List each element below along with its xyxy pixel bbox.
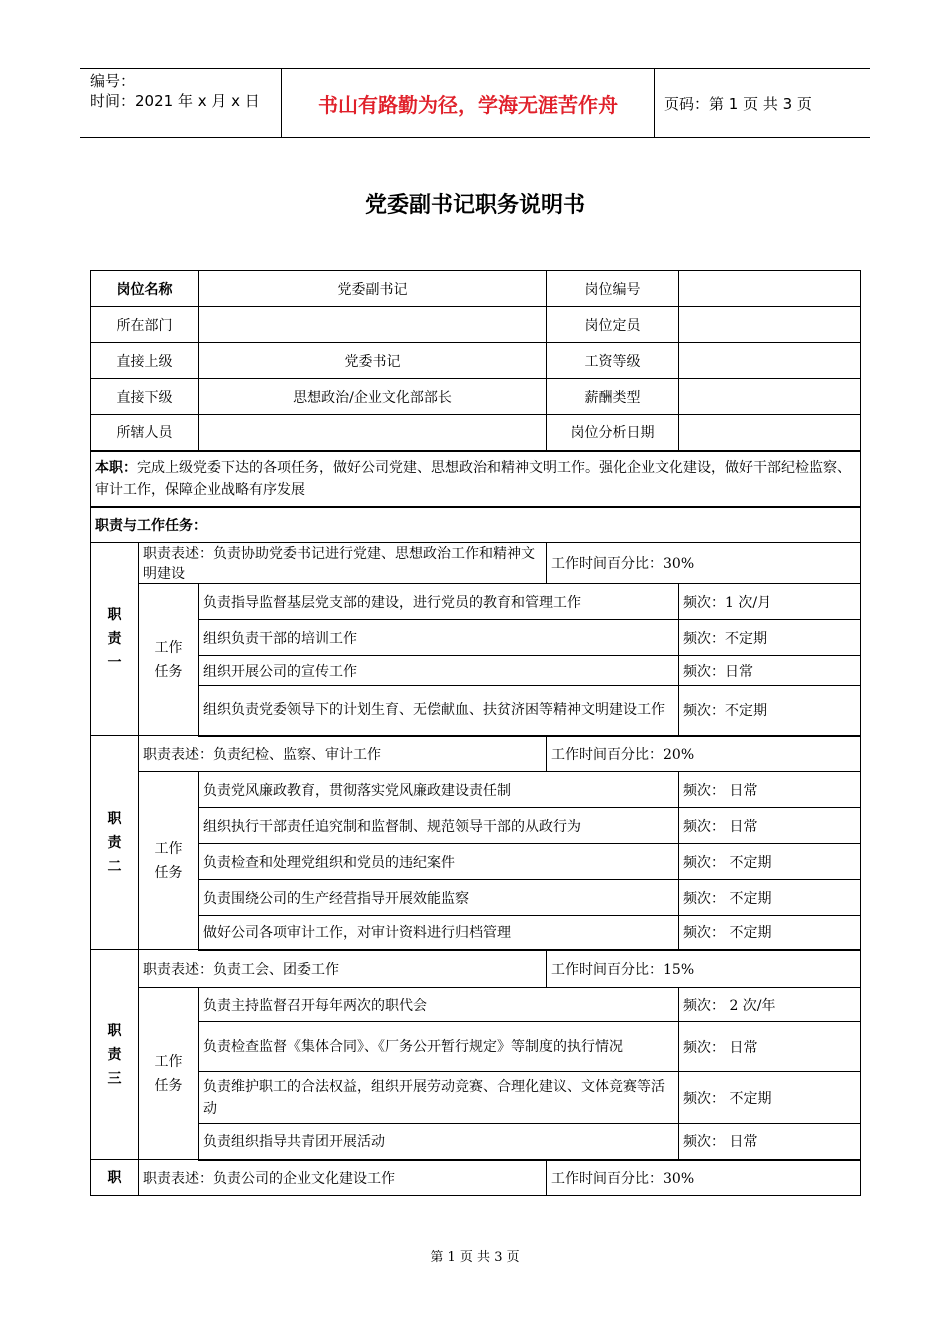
job-description-table	[90, 270, 861, 1196]
superior-label: 直接上级	[91, 343, 199, 379]
task-label: 工作 任务	[139, 584, 199, 736]
task-text: 组织执行干部责任追究制和监督制、规范领导干部的从政行为	[199, 808, 679, 844]
subordinate-label: 直接下级	[91, 379, 199, 415]
post-no-value	[679, 271, 861, 307]
duty-label-1: 职 责 一	[91, 543, 139, 736]
doc-number-label: 编号：	[90, 72, 136, 90]
task-freq: 频次： 不定期	[679, 880, 861, 916]
duties-heading: 职责与工作任务：	[91, 507, 861, 543]
task-text: 负责党风廉政教育，贯彻落实党风廉政建设责任制	[199, 772, 679, 808]
header-motto: 书山有路勤为径，学海无涯苦作舟	[282, 69, 655, 137]
duty-desc: 职责表述：负责工会、团委工作	[139, 950, 547, 988]
task-freq: 频次：不定期	[679, 620, 861, 656]
analysis-date-value	[679, 415, 861, 451]
duty-desc: 职责表述：负责协助党委书记进行党建、思想政治工作和精神文明建设	[139, 543, 547, 584]
analysis-date-label: 岗位分析日期	[547, 415, 679, 451]
post-name-label: 岗位名称	[91, 271, 199, 307]
dept-label: 所在部门	[91, 307, 199, 343]
task-text: 做好公司各项审计工作，对审计资料进行归档管理	[199, 916, 679, 950]
duty-percent: 工作时间百分比：30%	[547, 1160, 861, 1196]
task-freq: 频次： 日常	[679, 808, 861, 844]
job-summary	[91, 451, 861, 507]
task-freq: 频次： 2 次/年	[679, 988, 861, 1022]
duty-desc: 职责表述：负责公司的企业文化建设工作	[139, 1160, 547, 1196]
duty-label-2: 职 责 二	[91, 736, 139, 950]
duty-label-4: 职	[91, 1160, 139, 1196]
doc-time-label: 时间：2021 年 x 月 x 日	[90, 92, 260, 110]
task-freq: 频次： 日常	[679, 772, 861, 808]
task-freq: 频次：1 次/月	[679, 584, 861, 620]
staff-label: 所辖人员	[91, 415, 199, 451]
task-text: 组织负责干部的培训工作	[199, 620, 679, 656]
page-footer: 第 1 页 共 3 页	[430, 1250, 520, 1265]
document-title: 党委副书记职务说明书	[364, 193, 585, 218]
task-freq: 频次： 不定期	[679, 1072, 861, 1124]
dept-value	[199, 307, 547, 343]
task-freq: 频次： 日常	[679, 1022, 861, 1072]
task-freq: 频次： 不定期	[679, 844, 861, 880]
pay-type-label: 薪酬类型	[547, 379, 679, 415]
task-freq: 频次： 日常	[679, 1124, 861, 1160]
quota-label: 岗位定员	[547, 307, 679, 343]
duty-desc: 职责表述：负责纪检、监察、审计工作	[139, 736, 547, 772]
subordinate-value: 思想政治/企业文化部部长	[199, 379, 547, 415]
task-text: 负责主持监督召开每年两次的职代会	[199, 988, 679, 1022]
header-meta	[80, 69, 282, 137]
duty-percent: 工作时间百分比：30%	[547, 543, 861, 584]
task-text: 负责围绕公司的生产经营指导开展效能监察	[199, 880, 679, 916]
superior-value: 党委书记	[199, 343, 547, 379]
task-text: 负责维护职工的合法权益，组织开展劳动竞赛、合理化建议、文体竞赛等活动	[199, 1072, 679, 1124]
duty-label-3: 职 责 三	[91, 950, 139, 1160]
staff-value	[199, 415, 547, 451]
duty-percent: 工作时间百分比：20%	[547, 736, 861, 772]
post-no-label: 岗位编号	[547, 271, 679, 307]
page-header	[80, 68, 870, 138]
task-freq: 频次：日常	[679, 656, 861, 686]
summary-label: 本职：	[95, 459, 137, 476]
task-text: 负责检查监督《集体合同》、《厂务公开暂行规定》等制度的执行情况	[199, 1022, 679, 1072]
task-text: 负责检查和处理党组织和党员的违纪案件	[199, 844, 679, 880]
task-text: 组织开展公司的宣传工作	[199, 656, 679, 686]
task-freq: 频次：不定期	[679, 686, 861, 736]
task-label: 工作 任务	[139, 988, 199, 1160]
pay-type-value	[679, 379, 861, 415]
task-text: 负责指导监督基层党支部的建设，进行党员的教育和管理工作	[199, 584, 679, 620]
task-text: 组织负责党委领导下的计划生育、无偿献血、扶贫济困等精神文明建设工作	[199, 686, 679, 736]
header-page-label: 页码：第 1 页 共 3 页	[664, 94, 812, 113]
task-text: 负责组织指导共青团开展活动	[199, 1124, 679, 1160]
quota-value	[679, 307, 861, 343]
task-freq: 频次： 不定期	[679, 916, 861, 950]
duty-percent: 工作时间百分比：15%	[547, 950, 861, 988]
post-name-value: 党委副书记	[199, 271, 547, 307]
task-label: 工作 任务	[139, 772, 199, 950]
summary-text: 完成上级党委下达的各项任务，做好公司党建、思想政治和精神文明工作。强化企业文化建设，做好干部纪检监察、审计工作，保障企业战略有序发展	[95, 459, 851, 498]
salary-grade-value	[679, 343, 861, 379]
salary-grade-label: 工资等级	[547, 343, 679, 379]
